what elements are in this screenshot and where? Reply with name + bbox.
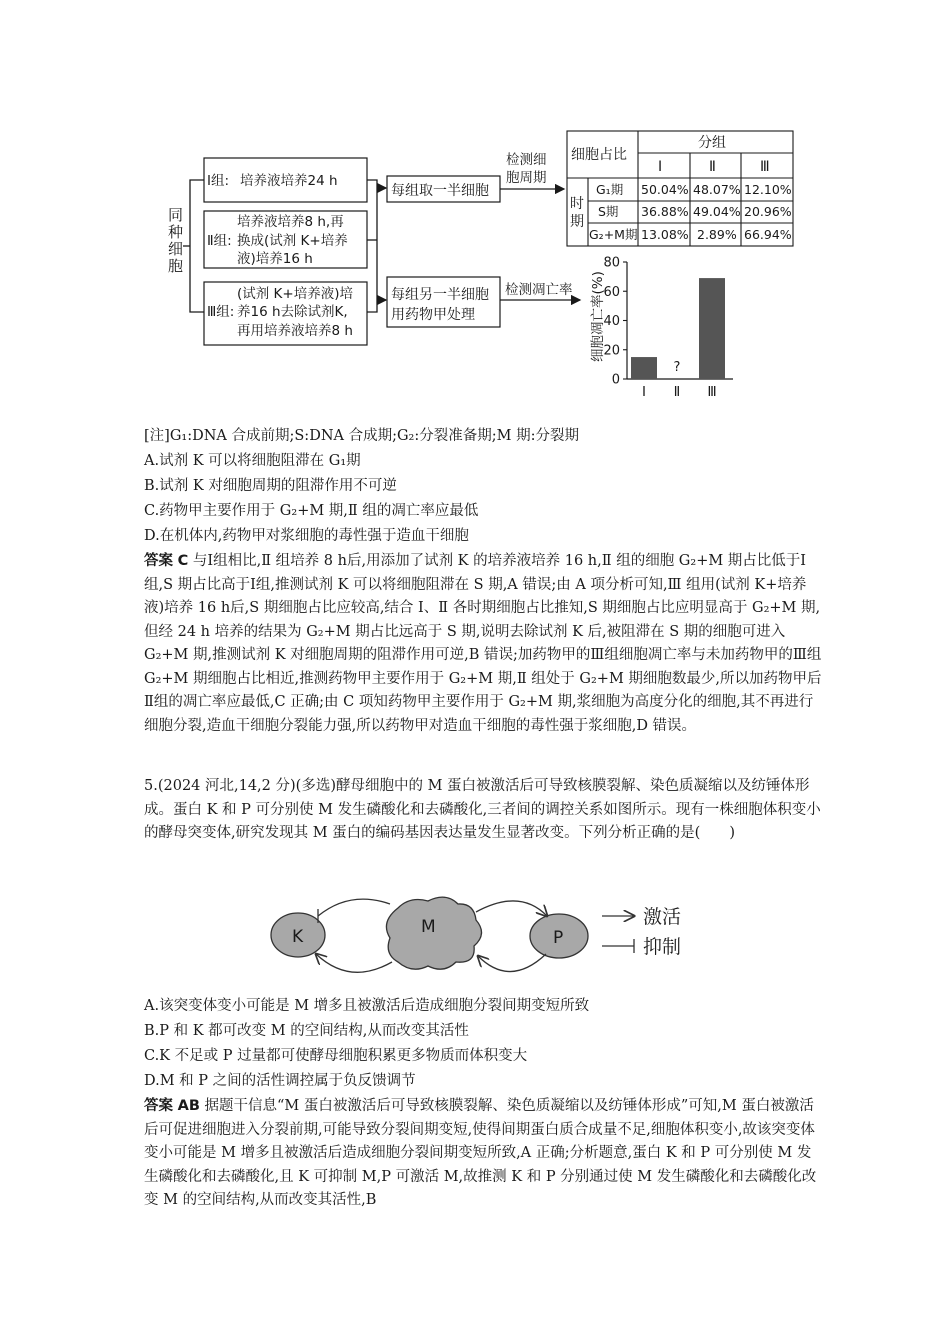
group-2-line: 换成(试剂 K+培养 xyxy=(237,233,348,249)
option-a: A.该突变体变小可能是 M 增多且被激活后造成细胞分裂间期变短所致 xyxy=(144,998,590,1014)
table-phase: G₂+M期 xyxy=(589,227,638,242)
process-bottom-line: 用药物甲处理 xyxy=(391,307,475,323)
y-tick-label: 60 xyxy=(603,284,620,300)
source-label xyxy=(168,206,183,275)
option-a: A.试剂 K 可以将细胞阻滞在 G₁期 xyxy=(144,453,361,469)
option-d: D.M 和 P 之间的活性调控属于负反馈调节 xyxy=(144,1073,416,1089)
table-cell: 49.04% xyxy=(693,204,741,219)
option-c: C.K 不足或 P 过量都可使酵母细胞积累更多物质而体积变大 xyxy=(144,1048,528,1064)
bar xyxy=(699,278,725,379)
group-3-line: 养16 h去除试剂K, xyxy=(237,304,348,320)
table-phase: S期 xyxy=(598,204,619,219)
group-2-line: 培养液培养8 h,再 xyxy=(237,214,344,230)
legend-activate-text: 激活 xyxy=(643,906,682,928)
source-char: 同 xyxy=(168,206,184,224)
table-group-header: 分组 xyxy=(698,135,726,151)
table-cell: 2.89% xyxy=(697,227,737,242)
option-c: C.药物甲主要作用于 G₂+M 期,Ⅱ 组的凋亡率应最低 xyxy=(144,503,479,519)
x-tick-label: Ⅲ xyxy=(707,384,717,400)
apoptosis-bar-chart xyxy=(590,256,733,401)
table-col-header: Ⅱ xyxy=(709,159,716,175)
group-2-line: 液)培养16 h xyxy=(237,251,313,267)
table-phase: G₁期 xyxy=(596,182,624,197)
question-5 xyxy=(144,775,824,846)
group-3-line: 再用培养液培养8 h xyxy=(237,323,353,339)
experiment-figure xyxy=(0,0,950,410)
question-5-stem: 5.(2024 河北,14,2 分)(多选)酵母细胞中的 M 蛋白被激活后可导致核膜裂解、染色质凝缩以及纺锤体形成。蛋白 K 和 P 可分别使 M 发生磷酸化和去磷酸化,三者间的调控关系如图所示。现有一株细胞体积变小的酵母突变体,研究发现其 M 蛋白的编码基因表达量发生显著改变。下列分析正确的是( ) xyxy=(144,778,821,841)
arrow-bottom-label: 检测凋亡率 xyxy=(505,282,573,298)
source-char: 种 xyxy=(168,223,184,241)
answer-key: AB xyxy=(177,1098,200,1114)
group-1-label: Ⅰ组: xyxy=(207,173,230,189)
question-5-options xyxy=(144,995,824,1213)
table-cell: 50.04% xyxy=(641,182,689,197)
source-bracket xyxy=(183,180,204,312)
group-3-label: Ⅲ组: xyxy=(207,304,235,320)
arrow-m-to-k xyxy=(316,954,392,972)
table-col-header: Ⅲ xyxy=(760,159,770,175)
table-cell: 48.07% xyxy=(693,182,741,197)
table-cell: 13.08% xyxy=(641,227,689,242)
x-tick-label: Ⅰ xyxy=(642,384,646,400)
table-row-group: 期 xyxy=(570,214,584,230)
option-b: B.试剂 K 对细胞周期的阻滞作用不可逆 xyxy=(144,478,397,494)
y-tick-label: 20 xyxy=(603,343,620,359)
arrow-p-to-m xyxy=(478,954,546,972)
node-p-label: P xyxy=(553,928,564,948)
process-top-text: 每组取一半细胞 xyxy=(391,183,489,199)
arrow-top-label: 胞周期 xyxy=(506,170,547,186)
node-k-label: K xyxy=(292,927,304,947)
source-char: 胞 xyxy=(168,257,184,275)
arrow-m-to-p xyxy=(476,901,547,916)
x-tick-label: Ⅱ xyxy=(673,384,681,400)
y-tick-label: 0 xyxy=(611,372,620,388)
answer-4 xyxy=(144,550,824,738)
process-bottom-line: 每组另一半细胞 xyxy=(391,287,489,303)
answer-explanation: 据题干信息“M 蛋白被激活后可导致核膜裂解、染色质凝缩以及纺锤体形成”可知,M 蛋白被激活后可促进细胞进入分裂前期,可能导致分裂间期变短,使得间期蛋白质合成量不足,细胞体积变小,故该突变体变小可能是 M 增多且被激活后造成细胞分裂间期变短所致,A 正确;分析题意,蛋白 K 和 P 可分别使 M 发生磷酸化和去磷酸化,且 K 可抑制 M,P 可激活 M,故推测 K 和 P 分别通过使 M 发生磷酸化和去磷酸化改变 M 的空间结构,从而改变其活性,B xyxy=(144,1098,817,1208)
merge-bracket xyxy=(367,180,386,312)
table-corner: 细胞占比 xyxy=(571,147,627,163)
inhibit-k-to-m xyxy=(318,899,390,916)
arrow-top-label: 检测细 xyxy=(506,152,547,168)
answer-key: C xyxy=(177,553,189,569)
node-m-label: M xyxy=(421,917,436,937)
figure-note: [注]G₁:DNA 合成前期;S:DNA 合成期;G₂:分裂准备期;M 期:分裂期 xyxy=(144,428,579,444)
question-4 xyxy=(144,425,824,738)
source-char: 细 xyxy=(168,240,184,258)
group-3-line: (试剂 K+培养液)培 xyxy=(237,286,353,302)
answer-label: 答案 xyxy=(144,1098,173,1114)
y-tick-label: 40 xyxy=(603,314,620,329)
table-cell: 36.88% xyxy=(641,204,689,219)
kmp-regulation-diagram xyxy=(0,890,950,990)
legend-inhibit-text: 抑制 xyxy=(643,936,682,958)
table-cell: 20.96% xyxy=(744,204,792,219)
group-1-line: 培养液培养24 h xyxy=(240,173,338,189)
answer-5 xyxy=(144,1095,824,1213)
option-b: B.P 和 K 都可改变 M 的空间结构,从而改变其活性 xyxy=(144,1023,469,1039)
answer-explanation: 与Ⅰ组相比,Ⅱ 组培养 8 h后,用添加了试剂 K 的培养液培养 16 h,Ⅱ 组的细胞 G₂+M 期占比低于Ⅰ组,S 期占比高于Ⅰ组,推测试剂 K 可以将细胞阻滞在 S 期,A 错误;由 A 项分析可知,Ⅲ 组用(试剂 K+培养液)培养 16 h后,S 期细胞占比应较高,结合 Ⅰ、Ⅱ 各时期细胞占比推知,S 期细胞占比应明显高于 G₂+M 期,但经 24 h 培养的结果为 G₂+M 期占比远高于 S 期,说明去除试剂 K 后,被阻滞在 S 期的细胞可进入 G₂+M 期,推测试剂 K 对细胞周期的阻滞作用可逆,B 错误;加药物甲的Ⅲ组细胞凋亡率与未加药物甲的Ⅲ组 G₂+M 期细胞占比相近,推测药物甲主要作用于 G₂+M 期,Ⅱ 组处于 G₂+M 期细胞数最少,所以加药物甲后Ⅱ组的凋亡率应最低,C 正确;由 C 项知药物甲主要作用于 G₂+M 期,浆细胞为高度分化的细胞,其不再进行细胞分裂,造血干细胞分裂能力强,所以药物甲对造血干细胞的毒性强于浆细胞,D 错误。 xyxy=(144,553,822,734)
group-2-label: Ⅱ组: xyxy=(207,233,232,249)
table-cell: 12.10% xyxy=(744,182,792,197)
bar xyxy=(631,357,657,379)
table-col-header: Ⅰ xyxy=(658,159,663,175)
option-d: D.在机体内,药物甲对浆细胞的毒性强于造血干细胞 xyxy=(144,528,469,544)
bar-unknown-label: ? xyxy=(673,360,681,375)
table-cell: 66.94% xyxy=(744,227,792,242)
y-tick-label: 80 xyxy=(603,255,620,271)
y-axis-label: 细胞凋亡率(%) xyxy=(590,271,606,362)
cell-cycle-table xyxy=(567,131,793,246)
answer-label: 答案 xyxy=(144,553,173,569)
table-row-group: 时 xyxy=(570,196,584,212)
